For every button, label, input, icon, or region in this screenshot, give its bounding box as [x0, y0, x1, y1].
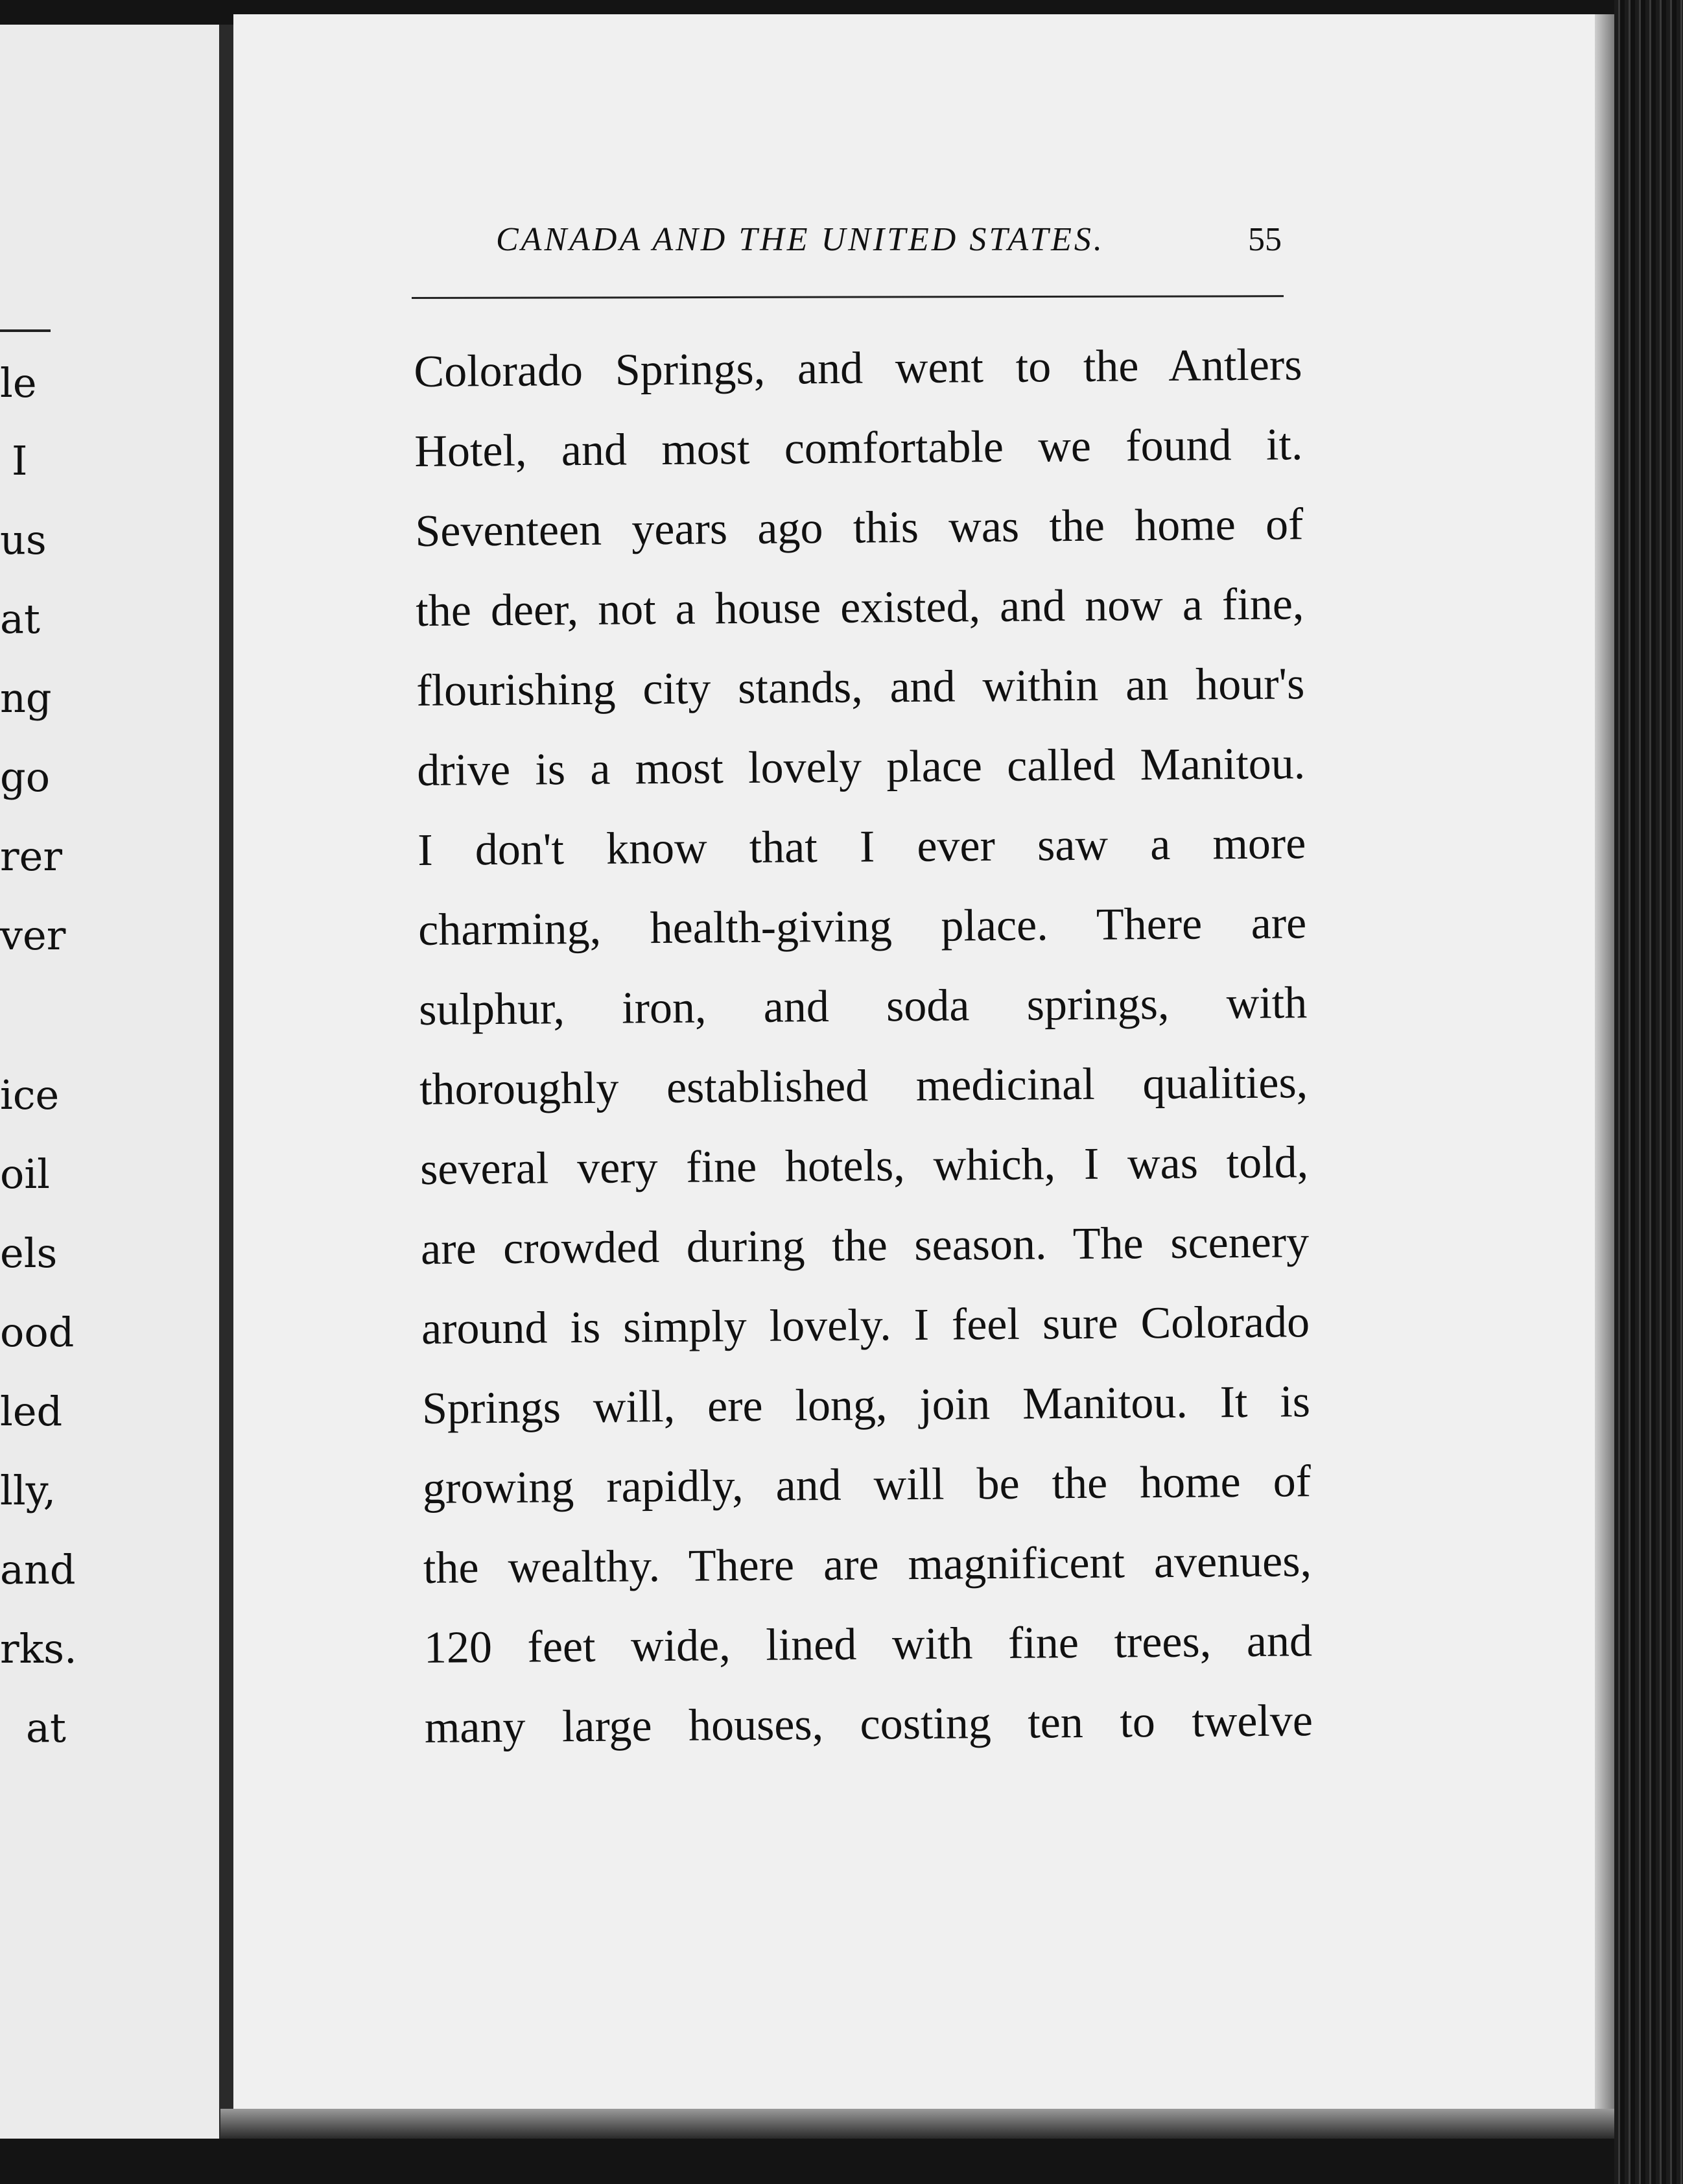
previous-page-line: ice	[0, 1071, 60, 1119]
page-bottom-edge	[220, 2109, 1614, 2139]
previous-page-line: at	[26, 1704, 66, 1751]
previous-page-line: us	[0, 516, 47, 564]
previous-page-line: ood	[0, 1309, 75, 1356]
previous-page-head-rule	[0, 329, 51, 332]
book-binding	[1614, 0, 1683, 2184]
page-edge	[1595, 14, 1614, 2115]
text-line: several very fine hotels, which, I was told,	[419, 1137, 1309, 1194]
text-line: Springs will, ere long, join Manitou. It is	[421, 1377, 1311, 1434]
text-line: growing rapidly, and will be the home of	[422, 1456, 1312, 1513]
previous-page-line: at	[0, 595, 40, 643]
text-line: thoroughly established medicinal qualities,	[419, 1058, 1308, 1115]
text-line: I don't know that I ever saw a more	[417, 818, 1306, 875]
previous-page-line: oil	[0, 1150, 50, 1198]
text-line: the deer, not a house existed, and now a fine,	[416, 579, 1304, 636]
previous-page-line: lly,	[0, 1467, 56, 1514]
text-line: the wealthy. There are magnificent avenues,	[423, 1536, 1312, 1593]
text-line: Colorado Springs, and went to the Antlers	[414, 340, 1302, 397]
previous-page-line: els	[0, 1229, 58, 1277]
previous-page-line: le	[0, 359, 37, 407]
body-text	[414, 325, 1313, 1768]
previous-page-line: and	[0, 1546, 76, 1593]
previous-page-line: ng	[0, 674, 52, 722]
text-line: 120 feet wide, lined with fine trees, and	[423, 1616, 1313, 1673]
head-rule	[412, 295, 1284, 299]
text-line: flourishing city stands, and within an hour's	[416, 659, 1305, 716]
text-line: charming, health-giving place. There are	[418, 898, 1307, 955]
previous-page-line: go	[0, 754, 51, 801]
text-line: many large houses, costing ten to twelve	[424, 1696, 1313, 1753]
previous-page-fragment	[0, 25, 219, 2139]
text-line: Hotel, and most comfortable we found it.	[414, 420, 1303, 477]
previous-page-line: ver	[0, 912, 66, 959]
previous-page-line: led	[0, 1388, 63, 1435]
text-line: are crowded during the season. The scenery	[420, 1217, 1310, 1274]
running-head: CANADA AND THE UNITED STATES.	[496, 221, 1105, 258]
book-page	[233, 14, 1595, 2109]
page-number: 55	[1248, 221, 1282, 258]
book-gutter	[219, 25, 233, 2139]
previous-page-line: rks.	[0, 1625, 77, 1672]
text-line: sulphur, iron, and soda springs, with	[418, 978, 1308, 1035]
text-line: around is simply lovely. I feel sure Colorado	[421, 1297, 1310, 1354]
text-line: drive is a most lovely place called Manitou.	[417, 739, 1306, 796]
previous-page-line: I	[12, 437, 28, 484]
previous-page-line: rer	[0, 833, 62, 880]
text-line: Seventeen years ago this was the home of	[415, 499, 1304, 556]
